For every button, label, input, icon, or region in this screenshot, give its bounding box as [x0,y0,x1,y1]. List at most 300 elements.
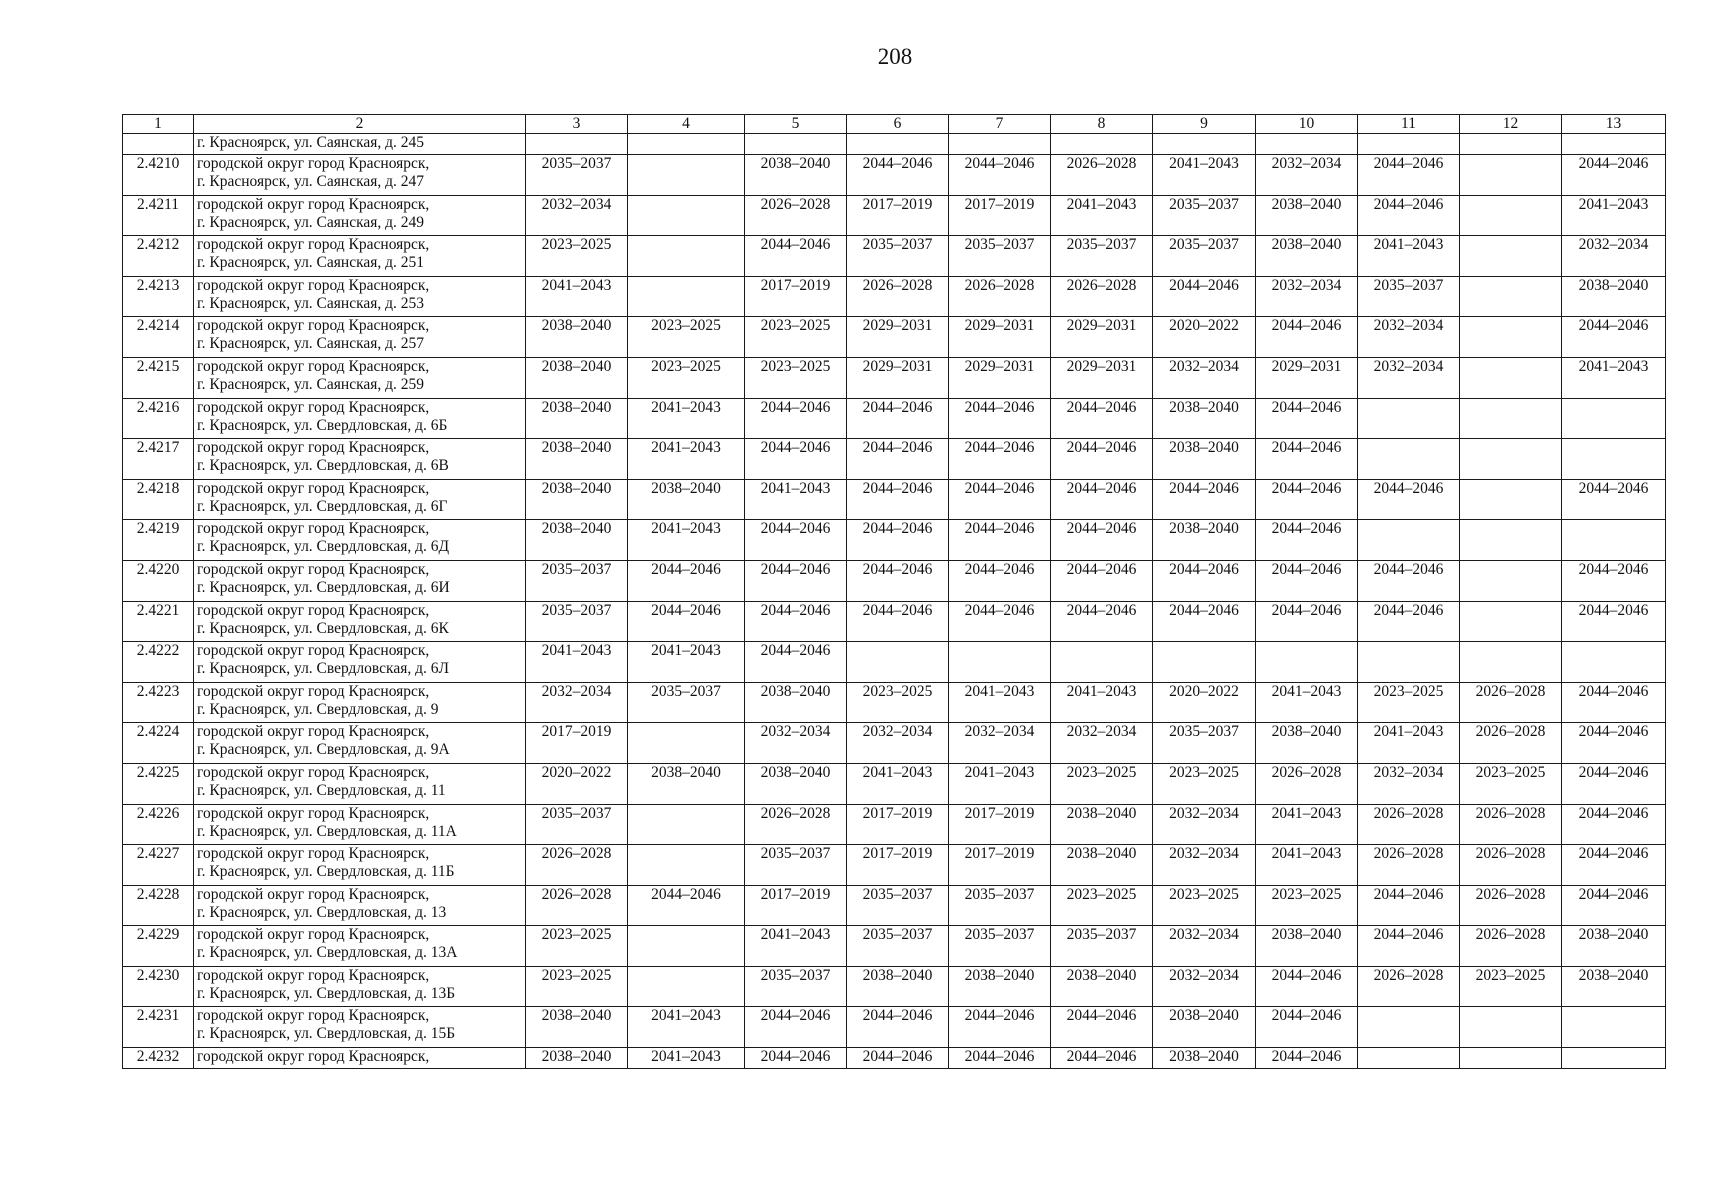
period-cell-col-8: 2044–2046 [1051,601,1153,642]
address-cell [194,317,526,358]
period-cell-col-8: 2041–2043 [1051,195,1153,236]
period-cell-col-6: 2044–2046 [847,1007,949,1048]
period-cell-col-4 [628,134,745,155]
period-cell-col-9: 2023–2025 [1153,885,1256,926]
period-cell-col-8: 2023–2025 [1051,763,1153,804]
period-cell-col-4 [628,276,745,317]
period-cell-col-7: 2032–2034 [949,723,1051,764]
period-cell-col-6: 2029–2031 [847,317,949,358]
table-row [123,398,1666,439]
period-cell-col-5: 2044–2046 [745,439,847,480]
period-cell-col-9: 2032–2034 [1153,966,1256,1007]
period-cell-col-6: 2032–2034 [847,723,949,764]
period-cell-col-4: 2044–2046 [628,885,745,926]
period-cell-col-5: 2026–2028 [745,195,847,236]
address-line-2: г. Красноярск, ул. Свердловская, д. 6Л [197,660,449,678]
period-cell-col-5 [745,134,847,155]
period-cell-col-7: 2044–2046 [949,398,1051,439]
period-cell-col-4: 2041–2043 [628,439,745,480]
period-cell-col-7: 2044–2046 [949,155,1051,196]
period-cell-col-5: 2044–2046 [745,601,847,642]
address-line-2: г. Красноярск, ул. Свердловская, д. 15Б [197,1025,456,1043]
period-cell-col-3: 2032–2034 [526,195,628,236]
period-cell-col-6: 2044–2046 [847,1048,949,1069]
period-cell-col-4 [628,195,745,236]
address-line-1: городской округ город Красноярск, [197,398,430,416]
period-cell-col-10: 2041–2043 [1256,804,1358,845]
period-cell-col-7: 2017–2019 [949,845,1051,886]
row-number-cell: 2.4222 [123,642,194,683]
period-cell-col-8: 2035–2037 [1051,236,1153,277]
period-cell-col-12 [1460,1048,1562,1069]
period-cell-col-5: 2038–2040 [745,682,847,723]
period-cell-col-13: 2044–2046 [1562,317,1666,358]
row-number-cell: 2.4226 [123,804,194,845]
period-cell-col-12 [1460,479,1562,520]
address-line-2: г. Красноярск, ул. Саянская, д. 253 [197,294,425,312]
period-cell-col-10: 2044–2046 [1256,966,1358,1007]
address-cell [194,195,526,236]
table-row [123,1048,1666,1069]
address-line-1: городской округ город Красноярск, [197,804,430,822]
period-cell-col-8 [1051,642,1153,683]
address-cell [194,560,526,601]
period-cell-col-10: 2041–2043 [1256,682,1358,723]
table-row [123,439,1666,480]
period-cell-col-13 [1562,642,1666,683]
address-cell [194,1007,526,1048]
address-cell [194,642,526,683]
period-cell-col-6: 2035–2037 [847,926,949,967]
period-cell-col-7: 2044–2046 [949,601,1051,642]
period-cell-col-4: 2035–2037 [628,682,745,723]
address-line-1: городской округ город Красноярск, [197,317,430,335]
period-cell-col-11: 2032–2034 [1358,317,1460,358]
period-cell-col-13: 2044–2046 [1562,601,1666,642]
period-cell-col-8: 2044–2046 [1051,479,1153,520]
address-line-1: городской округ город Красноярск, [197,357,430,375]
period-cell-col-5: 2035–2037 [745,966,847,1007]
period-cell-col-13 [1562,520,1666,561]
period-cell-col-10: 2029–2031 [1256,357,1358,398]
row-number-cell: 2.4210 [123,155,194,196]
period-cell-col-5: 2035–2037 [745,845,847,886]
period-cell-col-3: 2023–2025 [526,926,628,967]
period-cell-col-12 [1460,642,1562,683]
period-cell-col-7: 2035–2037 [949,926,1051,967]
address-line-1: городской округ город Красноярск, [197,723,430,741]
row-number-cell: 2.4212 [123,236,194,277]
period-cell-col-8: 2044–2046 [1051,1048,1153,1069]
address-line-1: городской округ город Красноярск, [197,966,430,984]
period-cell-col-5: 2044–2046 [745,642,847,683]
period-cell-col-13 [1562,439,1666,480]
period-cell-col-4: 2041–2043 [628,398,745,439]
address-line-1: городской округ город Красноярск, [197,926,430,944]
period-cell-col-7: 2044–2046 [949,479,1051,520]
period-cell-col-4 [628,966,745,1007]
period-cell-col-11: 2044–2046 [1358,926,1460,967]
period-cell-col-8: 2044–2046 [1051,439,1153,480]
period-cell-col-11 [1358,520,1460,561]
period-cell-col-5: 2044–2046 [745,520,847,561]
period-cell-col-5: 2017–2019 [745,885,847,926]
period-cell-col-7: 2044–2046 [949,1048,1051,1069]
period-cell-col-9: 2032–2034 [1153,804,1256,845]
row-number-cell: 2.4223 [123,682,194,723]
row-number-cell: 2.4231 [123,1007,194,1048]
address-cell [194,398,526,439]
period-cell-col-6: 2041–2043 [847,763,949,804]
period-cell-col-6: 2026–2028 [847,276,949,317]
period-cell-col-8: 2041–2043 [1051,682,1153,723]
period-cell-col-7: 2029–2031 [949,317,1051,358]
table-header [123,115,1666,134]
column-header-7: 7 [949,115,1051,134]
period-cell-col-11: 2044–2046 [1358,195,1460,236]
period-cell-col-3: 2038–2040 [526,398,628,439]
period-cell-col-9: 2038–2040 [1153,520,1256,561]
period-cell-col-9: 2032–2034 [1153,845,1256,886]
period-cell-col-9: 2023–2025 [1153,763,1256,804]
row-number-cell: 2.4232 [123,1048,194,1069]
row-number-cell: 2.4211 [123,195,194,236]
period-cell-col-4 [628,155,745,196]
period-cell-col-3: 2017–2019 [526,723,628,764]
period-cell-col-3: 2023–2025 [526,236,628,277]
period-cell-col-13: 2044–2046 [1562,479,1666,520]
table-row [123,1007,1666,1048]
period-cell-col-12 [1460,398,1562,439]
period-cell-col-7: 2026–2028 [949,276,1051,317]
period-cell-col-8: 2023–2025 [1051,885,1153,926]
period-cell-col-13: 2044–2046 [1562,682,1666,723]
period-cell-col-13 [1562,398,1666,439]
period-cell-col-8: 2035–2037 [1051,926,1153,967]
period-cell-col-10: 2044–2046 [1256,479,1358,520]
address-cell [194,134,526,155]
column-header-6: 6 [847,115,949,134]
address-line-2: г. Красноярск, ул. Саянская, д. 251 [197,254,425,272]
period-cell-col-13: 2044–2046 [1562,560,1666,601]
period-cell-col-10: 2026–2028 [1256,763,1358,804]
period-cell-col-11: 2035–2037 [1358,276,1460,317]
period-cell-col-12 [1460,560,1562,601]
period-cell-col-6: 2044–2046 [847,155,949,196]
address-line-1: городской округ город Красноярск, [197,276,430,294]
column-header-5: 5 [745,115,847,134]
address-line-1: городской округ город Красноярск, [197,236,430,254]
period-cell-col-12 [1460,357,1562,398]
period-cell-col-12: 2026–2028 [1460,804,1562,845]
period-cell-col-12: 2026–2028 [1460,723,1562,764]
period-cell-col-13: 2032–2034 [1562,236,1666,277]
period-cell-col-10 [1256,134,1358,155]
period-cell-col-11: 2032–2034 [1358,763,1460,804]
address-line-1: городской округ город Красноярск, [197,520,430,538]
period-cell-col-5: 2023–2025 [745,317,847,358]
period-cell-col-10: 2041–2043 [1256,845,1358,886]
period-cell-col-11: 2041–2043 [1358,723,1460,764]
address-line-1: г. Красноярск, ул. Саянская, д. 245 [197,134,425,151]
table-row [123,885,1666,926]
period-cell-col-7: 2038–2040 [949,966,1051,1007]
period-cell-col-3: 2041–2043 [526,642,628,683]
address-line-2: г. Красноярск, ул. Свердловская, д. 6Д [197,538,450,556]
address-line-2: г. Красноярск, ул. Свердловская, д. 6И [197,578,450,596]
table-row [123,966,1666,1007]
period-cell-col-9: 2035–2037 [1153,195,1256,236]
period-cell-col-7: 2044–2046 [949,520,1051,561]
column-header-2: 2 [194,115,526,134]
address-cell [194,966,526,1007]
period-cell-col-3 [526,134,628,155]
period-cell-col-12 [1460,276,1562,317]
address-line-1: городской округ город Красноярск, [197,601,430,619]
column-header-11: 11 [1358,115,1460,134]
period-cell-col-10: 2044–2046 [1256,317,1358,358]
period-cell-col-12: 2023–2025 [1460,763,1562,804]
period-cell-col-4: 2023–2025 [628,317,745,358]
column-header-1: 1 [123,115,194,134]
column-header-10: 10 [1256,115,1358,134]
period-cell-col-6: 2044–2046 [847,560,949,601]
address-line-2: г. Красноярск, ул. Свердловская, д. 6К [197,619,449,637]
period-cell-col-5: 2041–2043 [745,479,847,520]
period-cell-col-11 [1358,439,1460,480]
address-line-1: городской округ город Красноярск, [197,195,430,213]
period-cell-col-6 [847,134,949,155]
period-cell-col-13 [1562,1007,1666,1048]
table-row [123,236,1666,277]
period-cell-col-8: 2038–2040 [1051,845,1153,886]
column-header-3: 3 [526,115,628,134]
row-number-cell: 2.4215 [123,357,194,398]
period-cell-col-9: 2038–2040 [1153,1048,1256,1069]
table-row [123,804,1666,845]
address-cell [194,439,526,480]
table-row [123,195,1666,236]
period-cell-col-10: 2038–2040 [1256,195,1358,236]
address-cell [194,723,526,764]
period-cell-col-6: 2029–2031 [847,357,949,398]
period-cell-col-4: 2041–2043 [628,642,745,683]
period-cell-col-8: 2032–2034 [1051,723,1153,764]
period-cell-col-3: 2026–2028 [526,845,628,886]
period-cell-col-12: 2026–2028 [1460,885,1562,926]
period-cell-col-3: 2020–2022 [526,763,628,804]
column-header-8: 8 [1051,115,1153,134]
period-cell-col-10: 2044–2046 [1256,398,1358,439]
period-cell-col-10: 2038–2040 [1256,236,1358,277]
table-row [123,357,1666,398]
period-cell-col-9: 2038–2040 [1153,398,1256,439]
period-cell-col-8: 2026–2028 [1051,276,1153,317]
period-cell-col-5: 2032–2034 [745,723,847,764]
period-cell-col-4: 2023–2025 [628,357,745,398]
period-cell-col-10: 2032–2034 [1256,155,1358,196]
period-cell-col-9 [1153,642,1256,683]
period-cell-col-7: 2017–2019 [949,804,1051,845]
period-cell-col-4 [628,926,745,967]
period-cell-col-8: 2044–2046 [1051,520,1153,561]
period-cell-col-12 [1460,134,1562,155]
row-number-cell: 2.4225 [123,763,194,804]
period-cell-col-3: 2035–2037 [526,804,628,845]
period-cell-col-8 [1051,134,1153,155]
column-header-9: 9 [1153,115,1256,134]
period-cell-col-11: 2032–2034 [1358,357,1460,398]
period-cell-col-7: 2044–2046 [949,560,1051,601]
period-cell-col-7: 2017–2019 [949,195,1051,236]
period-cell-col-13: 2044–2046 [1562,763,1666,804]
period-cell-col-10: 2038–2040 [1256,723,1358,764]
table-row [123,560,1666,601]
period-cell-col-6: 2017–2019 [847,845,949,886]
period-cell-col-9: 2020–2022 [1153,317,1256,358]
table-row [123,845,1666,886]
table-row [123,317,1666,358]
address-cell [194,236,526,277]
period-cell-col-6: 2035–2037 [847,885,949,926]
period-cell-col-10 [1256,642,1358,683]
period-cell-col-12 [1460,520,1562,561]
period-cell-col-6 [847,642,949,683]
period-cell-col-10: 2044–2046 [1256,1048,1358,1069]
address-cell [194,885,526,926]
address-line-1: городской округ город Красноярск, [197,885,430,903]
period-cell-col-8: 2038–2040 [1051,804,1153,845]
address-line-2: г. Красноярск, ул. Свердловская, д. 6В [197,457,449,475]
period-cell-col-9: 2035–2037 [1153,723,1256,764]
period-cell-col-13: 2041–2043 [1562,357,1666,398]
period-cell-col-12 [1460,439,1562,480]
period-cell-col-8: 2044–2046 [1051,560,1153,601]
table-body [123,134,1666,1069]
table-row [123,723,1666,764]
table-row [123,134,1666,155]
address-line-1: городской округ город Красноярск, [197,763,430,781]
table-row [123,926,1666,967]
period-cell-col-3: 2038–2040 [526,520,628,561]
period-cell-col-7: 2041–2043 [949,763,1051,804]
address-line-2: г. Красноярск, ул. Свердловская, д. 9А [197,741,450,759]
period-cell-col-6: 2035–2037 [847,236,949,277]
period-cell-col-4: 2044–2046 [628,601,745,642]
period-cell-col-8: 2044–2046 [1051,1007,1153,1048]
period-cell-col-4: 2041–2043 [628,1007,745,1048]
period-cell-col-10: 2044–2046 [1256,520,1358,561]
period-cell-col-11: 2044–2046 [1358,885,1460,926]
address-line-1: городской округ город Красноярск, [197,682,430,700]
period-cell-col-4 [628,723,745,764]
period-cell-col-4 [628,845,745,886]
period-cell-col-13: 2044–2046 [1562,885,1666,926]
header-row [123,115,1666,134]
table-row [123,276,1666,317]
row-number-cell: 2.4214 [123,317,194,358]
period-cell-col-6: 2044–2046 [847,439,949,480]
period-cell-col-7: 2035–2037 [949,885,1051,926]
row-number-cell: 2.4228 [123,885,194,926]
address-line-2: г. Красноярск, ул. Саянская, д. 249 [197,213,425,231]
row-number-cell: 2.4227 [123,845,194,886]
period-cell-col-3: 2038–2040 [526,1048,628,1069]
period-cell-col-10: 2044–2046 [1256,439,1358,480]
period-cell-col-9: 2038–2040 [1153,1007,1256,1048]
address-line-2: г. Красноярск, ул. Свердловская, д. 11 [197,781,446,799]
row-number-cell: 2.4217 [123,439,194,480]
period-cell-col-7: 2029–2031 [949,357,1051,398]
row-number-cell: 2.4218 [123,479,194,520]
address-line-1: городской округ город Красноярск, [197,155,430,172]
period-cell-col-9: 2020–2022 [1153,682,1256,723]
address-cell [194,479,526,520]
period-cell-col-12 [1460,1007,1562,1048]
address-line-1: городской округ город Красноярск, [197,479,430,497]
address-line-1: городской округ город Красноярск, [197,1048,430,1066]
period-cell-col-3: 2038–2040 [526,439,628,480]
period-cell-col-9 [1153,134,1256,155]
period-cell-col-4: 2038–2040 [628,763,745,804]
period-cell-col-8: 2044–2046 [1051,398,1153,439]
address-cell [194,357,526,398]
period-cell-col-5: 2026–2028 [745,804,847,845]
period-cell-col-12 [1460,601,1562,642]
period-cell-col-7 [949,642,1051,683]
period-cell-col-3: 2038–2040 [526,317,628,358]
period-cell-col-8: 2038–2040 [1051,966,1153,1007]
period-cell-col-9: 2032–2034 [1153,357,1256,398]
period-cell-col-10: 2038–2040 [1256,926,1358,967]
period-cell-col-6: 2023–2025 [847,682,949,723]
table-row [123,601,1666,642]
period-cell-col-4: 2044–2046 [628,560,745,601]
row-number-cell: 2.4230 [123,966,194,1007]
address-cell [194,155,526,196]
period-cell-col-6: 2017–2019 [847,195,949,236]
period-cell-col-8: 2029–2031 [1051,357,1153,398]
period-cell-col-11: 2041–2043 [1358,236,1460,277]
period-cell-col-13: 2044–2046 [1562,845,1666,886]
period-cell-col-5: 2044–2046 [745,398,847,439]
period-cell-col-13 [1562,134,1666,155]
period-cell-col-12: 2026–2028 [1460,926,1562,967]
period-cell-col-12 [1460,195,1562,236]
row-number-cell: 2.4220 [123,560,194,601]
period-cell-col-9: 2044–2046 [1153,601,1256,642]
period-cell-col-7: 2044–2046 [949,439,1051,480]
period-cell-col-6: 2017–2019 [847,804,949,845]
period-cell-col-7 [949,134,1051,155]
address-line-2: г. Красноярск, ул. Свердловская, д. 13А [197,944,458,962]
address-line-1: городской округ город Красноярск, [197,845,430,863]
period-cell-col-10: 2032–2034 [1256,276,1358,317]
period-cell-col-11: 2044–2046 [1358,601,1460,642]
address-line-2: г. Красноярск, ул. Свердловская, д. 13 [197,903,447,921]
address-line-2: г. Красноярск, ул. Свердловская, д. 11Б [197,863,455,881]
period-cell-col-6: 2044–2046 [847,398,949,439]
period-cell-col-4: 2041–2043 [628,1048,745,1069]
period-cell-col-3: 2038–2040 [526,357,628,398]
address-line-2: г. Красноярск, ул. Саянская, д. 257 [197,335,425,353]
period-cell-col-9: 2044–2046 [1153,560,1256,601]
period-cell-col-4: 2041–2043 [628,520,745,561]
row-number-cell: 2.4219 [123,520,194,561]
address-line-2: г. Красноярск, ул. Свердловская, д. 9 [197,700,439,718]
period-cell-col-10: 2023–2025 [1256,885,1358,926]
period-cell-col-5: 2041–2043 [745,926,847,967]
